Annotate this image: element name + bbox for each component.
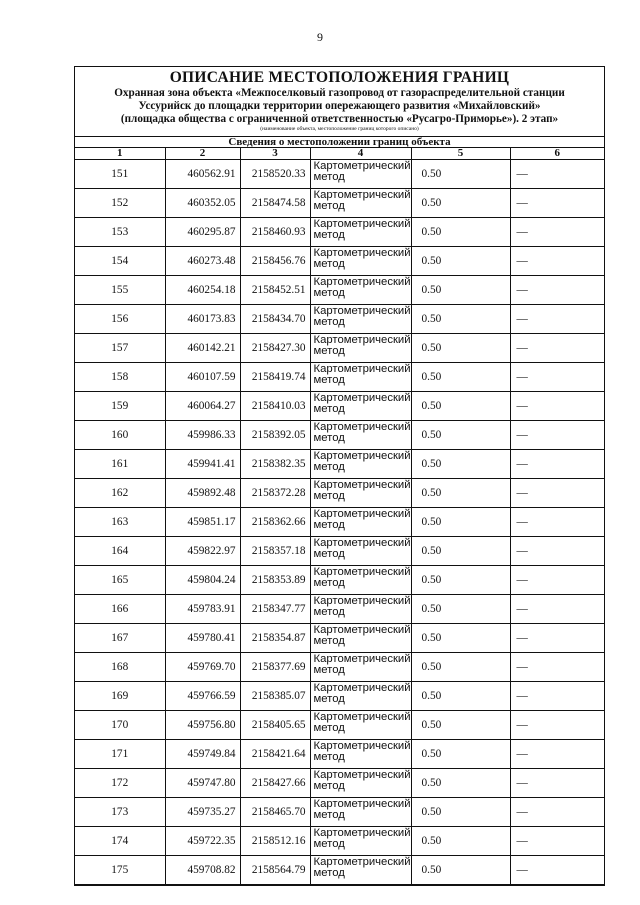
x-coordinate: 460142.21 <box>165 334 240 363</box>
y-coordinate: 2158385.07 <box>240 682 310 711</box>
method-cell: Картометрический метод <box>310 479 411 508</box>
method-cell: Картометрический метод <box>310 305 411 334</box>
method-cell: Картометрический метод <box>310 218 411 247</box>
table-row <box>75 450 604 479</box>
table-row <box>75 421 604 450</box>
x-coordinate: 459756.80 <box>165 711 240 740</box>
method-cell: Картометрический метод <box>310 798 411 827</box>
x-coordinate: 459986.33 <box>165 421 240 450</box>
description-cell: — <box>510 682 604 711</box>
accuracy-cell: 0.50 <box>411 566 510 595</box>
table-row <box>75 508 604 537</box>
y-coordinate: 2158353.89 <box>240 566 310 595</box>
y-coordinate: 2158465.70 <box>240 798 310 827</box>
point-number: 173 <box>75 798 165 827</box>
table-row <box>75 392 604 421</box>
y-coordinate: 2158460.93 <box>240 218 310 247</box>
description-cell: — <box>510 421 604 450</box>
accuracy-cell: 0.50 <box>411 624 510 653</box>
object-name-caption: (наименование объекта, местоположение границ которого описано) <box>260 126 419 132</box>
accuracy-cell: 0.50 <box>411 479 510 508</box>
description-cell: — <box>510 537 604 566</box>
accuracy-cell: 0.50 <box>411 798 510 827</box>
accuracy-cell: 0.50 <box>411 305 510 334</box>
method-cell: Картометрический метод <box>310 392 411 421</box>
x-coordinate: 460562.91 <box>165 160 240 189</box>
accuracy-cell: 0.50 <box>411 856 510 885</box>
object-name-line: (площадка общества с ограниченной ответственностью «Русагро-Приморье»). 2 этап» <box>120 113 559 125</box>
x-coordinate: 460107.59 <box>165 363 240 392</box>
point-number: 156 <box>75 305 165 334</box>
accuracy-cell: 0.50 <box>411 450 510 479</box>
x-coordinate: 459780.41 <box>165 624 240 653</box>
description-cell: — <box>510 479 604 508</box>
accuracy-cell: 0.50 <box>411 421 510 450</box>
description-cell: — <box>510 856 604 885</box>
point-number: 166 <box>75 595 165 624</box>
x-coordinate: 460064.27 <box>165 392 240 421</box>
accuracy-cell: 0.50 <box>411 334 510 363</box>
accuracy-cell: 0.50 <box>411 276 510 305</box>
accuracy-cell: 0.50 <box>411 595 510 624</box>
table-row <box>75 682 604 711</box>
description-cell: — <box>510 769 604 798</box>
table-row <box>75 827 604 856</box>
x-coordinate: 459735.27 <box>165 798 240 827</box>
description-cell: — <box>510 711 604 740</box>
table-row <box>75 276 604 305</box>
boundary-table <box>75 137 604 885</box>
method-cell: Картометрический метод <box>310 682 411 711</box>
y-coordinate: 2158452.51 <box>240 276 310 305</box>
point-number: 165 <box>75 566 165 595</box>
point-number: 155 <box>75 276 165 305</box>
accuracy-cell: 0.50 <box>411 392 510 421</box>
document-frame <box>74 66 605 886</box>
accuracy-cell: 0.50 <box>411 827 510 856</box>
table-row <box>75 711 604 740</box>
accuracy-cell: 0.50 <box>411 537 510 566</box>
description-cell: — <box>510 305 604 334</box>
y-coordinate: 2158512.16 <box>240 827 310 856</box>
x-coordinate: 460273.48 <box>165 247 240 276</box>
description-cell: — <box>510 276 604 305</box>
column-number: 4 <box>310 148 411 160</box>
y-coordinate: 2158456.76 <box>240 247 310 276</box>
document-header <box>75 67 604 137</box>
method-cell: Картометрический метод <box>310 334 411 363</box>
table-row <box>75 798 604 827</box>
column-number: 6 <box>510 148 604 160</box>
accuracy-cell: 0.50 <box>411 682 510 711</box>
point-number: 169 <box>75 682 165 711</box>
accuracy-cell: 0.50 <box>411 247 510 276</box>
method-cell: Картометрический метод <box>310 508 411 537</box>
method-cell: Картометрический метод <box>310 740 411 769</box>
y-coordinate: 2158427.66 <box>240 769 310 798</box>
description-cell: — <box>510 334 604 363</box>
x-coordinate: 459851.17 <box>165 508 240 537</box>
column-number: 1 <box>75 148 165 160</box>
column-number: 5 <box>411 148 510 160</box>
method-cell: Картометрический метод <box>310 363 411 392</box>
y-coordinate: 2158357.18 <box>240 537 310 566</box>
point-number: 163 <box>75 508 165 537</box>
table-row <box>75 247 604 276</box>
method-cell: Картометрический метод <box>310 276 411 305</box>
description-cell: — <box>510 363 604 392</box>
description-cell: — <box>510 595 604 624</box>
point-number: 157 <box>75 334 165 363</box>
point-number: 161 <box>75 450 165 479</box>
description-cell: — <box>510 160 604 189</box>
method-cell: Картометрический метод <box>310 189 411 218</box>
accuracy-cell: 0.50 <box>411 653 510 682</box>
y-coordinate: 2158434.70 <box>240 305 310 334</box>
x-coordinate: 459769.70 <box>165 653 240 682</box>
accuracy-cell: 0.50 <box>411 769 510 798</box>
x-coordinate: 460173.83 <box>165 305 240 334</box>
table-row <box>75 363 604 392</box>
y-coordinate: 2158410.03 <box>240 392 310 421</box>
point-number: 174 <box>75 827 165 856</box>
description-cell: — <box>510 508 604 537</box>
x-coordinate: 459749.84 <box>165 740 240 769</box>
x-coordinate: 460295.87 <box>165 218 240 247</box>
accuracy-cell: 0.50 <box>411 363 510 392</box>
table-body <box>75 160 604 885</box>
column-number: 3 <box>240 148 310 160</box>
x-coordinate: 459722.35 <box>165 827 240 856</box>
object-name-line: Уссурийск до площадки территории опережающего развития «Михайловский» <box>138 100 541 112</box>
section-title: Сведения о местоположении границ объекта <box>75 137 604 148</box>
y-coordinate: 2158520.33 <box>240 160 310 189</box>
description-cell: — <box>510 218 604 247</box>
x-coordinate: 460254.18 <box>165 276 240 305</box>
table-row <box>75 334 604 363</box>
point-number: 171 <box>75 740 165 769</box>
table-row <box>75 653 604 682</box>
x-coordinate: 459892.48 <box>165 479 240 508</box>
y-coordinate: 2158362.66 <box>240 508 310 537</box>
y-coordinate: 2158564.79 <box>240 856 310 885</box>
point-number: 170 <box>75 711 165 740</box>
y-coordinate: 2158474.58 <box>240 189 310 218</box>
point-number: 154 <box>75 247 165 276</box>
table-row <box>75 479 604 508</box>
description-cell: — <box>510 740 604 769</box>
description-cell: — <box>510 392 604 421</box>
method-cell: Картометрический метод <box>310 595 411 624</box>
method-cell: Картометрический метод <box>310 537 411 566</box>
table-row <box>75 595 604 624</box>
table-row <box>75 218 604 247</box>
y-coordinate: 2158419.74 <box>240 363 310 392</box>
description-cell: — <box>510 624 604 653</box>
accuracy-cell: 0.50 <box>411 160 510 189</box>
column-number: 2 <box>165 148 240 160</box>
y-coordinate: 2158372.28 <box>240 479 310 508</box>
table-row <box>75 856 604 885</box>
method-cell: Картометрический метод <box>310 624 411 653</box>
y-coordinate: 2158421.64 <box>240 740 310 769</box>
point-number: 153 <box>75 218 165 247</box>
description-cell: — <box>510 450 604 479</box>
accuracy-cell: 0.50 <box>411 711 510 740</box>
table-row <box>75 160 604 189</box>
description-cell: — <box>510 827 604 856</box>
y-coordinate: 2158405.65 <box>240 711 310 740</box>
accuracy-cell: 0.50 <box>411 218 510 247</box>
point-number: 160 <box>75 421 165 450</box>
document-title: ОПИСАНИЕ МЕСТОПОЛОЖЕНИЯ ГРАНИЦ <box>169 69 510 86</box>
x-coordinate: 460352.05 <box>165 189 240 218</box>
method-cell: Картометрический метод <box>310 653 411 682</box>
accuracy-cell: 0.50 <box>411 508 510 537</box>
method-cell: Картометрический метод <box>310 160 411 189</box>
x-coordinate: 459804.24 <box>165 566 240 595</box>
accuracy-cell: 0.50 <box>411 740 510 769</box>
x-coordinate: 459747.80 <box>165 769 240 798</box>
table-row <box>75 769 604 798</box>
point-number: 175 <box>75 856 165 885</box>
y-coordinate: 2158427.30 <box>240 334 310 363</box>
point-number: 159 <box>75 392 165 421</box>
x-coordinate: 459783.91 <box>165 595 240 624</box>
point-number: 167 <box>75 624 165 653</box>
accuracy-cell: 0.50 <box>411 189 510 218</box>
point-number: 152 <box>75 189 165 218</box>
y-coordinate: 2158377.69 <box>240 653 310 682</box>
table-row <box>75 537 604 566</box>
page-number: 9 <box>317 30 323 44</box>
description-cell: — <box>510 189 604 218</box>
point-number: 168 <box>75 653 165 682</box>
method-cell: Картометрический метод <box>310 247 411 276</box>
description-cell: — <box>510 798 604 827</box>
description-cell: — <box>510 566 604 595</box>
method-cell: Картометрический метод <box>310 421 411 450</box>
y-coordinate: 2158354.87 <box>240 624 310 653</box>
method-cell: Картометрический метод <box>310 827 411 856</box>
table-row <box>75 624 604 653</box>
method-cell: Картометрический метод <box>310 711 411 740</box>
table-row <box>75 740 604 769</box>
point-number: 172 <box>75 769 165 798</box>
y-coordinate: 2158347.77 <box>240 595 310 624</box>
method-cell: Картометрический метод <box>310 856 411 885</box>
method-cell: Картометрический метод <box>310 769 411 798</box>
point-number: 158 <box>75 363 165 392</box>
object-name-line: Охранная зона объекта «Межпоселковый газопровод от газораспределительной станции <box>114 87 565 99</box>
x-coordinate: 459766.59 <box>165 682 240 711</box>
table-row <box>75 566 604 595</box>
description-cell: — <box>510 247 604 276</box>
table-row <box>75 189 604 218</box>
description-cell: — <box>510 653 604 682</box>
point-number: 164 <box>75 537 165 566</box>
point-number: 151 <box>75 160 165 189</box>
method-cell: Картометрический метод <box>310 450 411 479</box>
point-number: 162 <box>75 479 165 508</box>
y-coordinate: 2158392.05 <box>240 421 310 450</box>
x-coordinate: 459941.41 <box>165 450 240 479</box>
y-coordinate: 2158382.35 <box>240 450 310 479</box>
x-coordinate: 459708.82 <box>165 856 240 885</box>
x-coordinate: 459822.97 <box>165 537 240 566</box>
table-row <box>75 305 604 334</box>
method-cell: Картометрический метод <box>310 566 411 595</box>
